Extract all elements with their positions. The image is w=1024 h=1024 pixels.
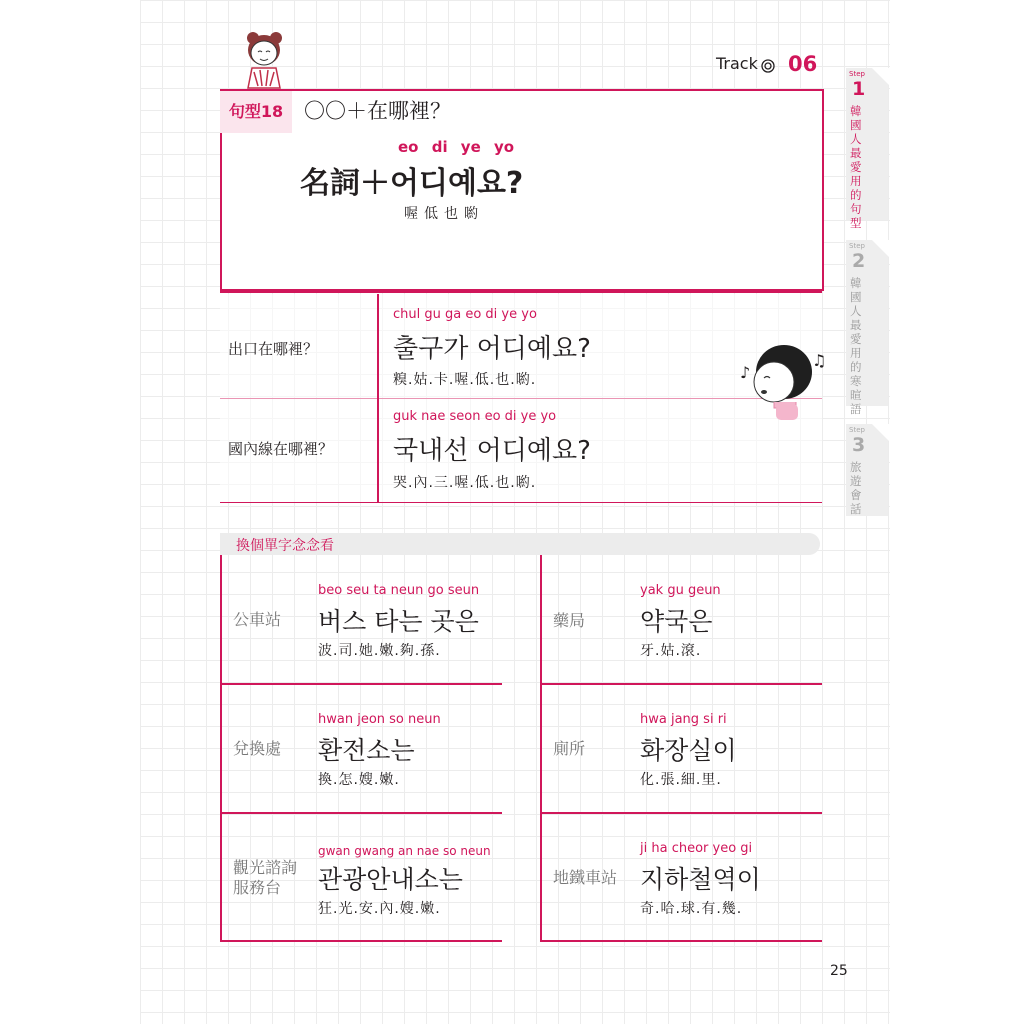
vocab-chinese: 觀光諮詢服務台: [233, 858, 298, 897]
example-romanization: chul gu ga eo di ye yo: [393, 307, 537, 322]
step-number: 2: [852, 250, 866, 272]
vocab-grid-line: [540, 940, 822, 942]
vocab-korean: 관광안내소는: [318, 865, 463, 894]
step-title: 韓國人最愛用的句型: [850, 104, 862, 230]
vocab-korean: 환전소는: [318, 736, 415, 765]
vocab-transliteration: 化.張.細.里.: [640, 772, 722, 788]
vocab-romanization: yak gu geun: [640, 583, 721, 598]
vocab-korean: 화장실이: [640, 736, 737, 765]
vocab-transliteration: 奇.哈.球.有.幾.: [640, 901, 743, 917]
vocab-korean: 약국은: [640, 607, 713, 636]
tab-fold: [872, 68, 890, 86]
track-audio-icon: [761, 59, 775, 73]
vocab-transliteration: 換.怎.嫂.嫩.: [318, 772, 400, 788]
step-label: Step: [849, 70, 865, 78]
example-column-divider: [377, 294, 379, 502]
page-number: 25: [830, 963, 848, 979]
pattern-divider: [220, 289, 822, 293]
vocab-romanization: hwa jang si ri: [640, 712, 727, 727]
pattern-transliteration: 喔低也喲: [404, 206, 484, 222]
vocab-grid-line: [220, 812, 502, 814]
vocab-romanization: ji ha cheor yeo gi: [640, 841, 753, 856]
step-title: 旅遊會話: [850, 460, 862, 516]
step-title: 韓國人最愛用的寒暄語: [850, 276, 862, 416]
pattern-title: 〇〇＋在哪裡？: [304, 99, 451, 123]
music-note-icon: ♫: [812, 351, 827, 370]
example-korean: 국내선 어디예요?: [393, 436, 591, 466]
pattern-korean: 名詞＋어디예요?: [300, 166, 524, 201]
track-number: 06: [788, 52, 818, 76]
vocab-section-title: 換個單字念念看: [236, 538, 334, 554]
music-note-icon: ♪: [740, 363, 751, 382]
example-korean: 출구가 어디예요?: [393, 334, 591, 364]
girl-singing-illustration: [738, 342, 830, 422]
track-label: Track: [716, 54, 758, 73]
vocab-transliteration: 波.司.她.嫩.夠.孫.: [318, 643, 441, 659]
vocab-grid-line: [540, 683, 822, 685]
step-number: 3: [852, 434, 866, 456]
vocab-grid-line: [220, 555, 222, 942]
vocab-grid-line: [540, 812, 822, 814]
vocab-chinese: 地鐵車站: [553, 868, 618, 887]
tab-fold: [872, 424, 890, 442]
vocab-grid-line: [220, 940, 502, 942]
example-transliteration: 哭.內.三.喔.低.也.喲.: [393, 475, 537, 491]
vocab-chinese: 廁所: [553, 739, 586, 758]
example-transliteration: 糗.姑.卡.喔.低.也.喲.: [393, 372, 537, 388]
step-label: Step: [849, 242, 865, 250]
pattern-romanization: eo di ye yo: [398, 138, 515, 156]
vocab-chinese: 藥局: [553, 611, 586, 630]
vocab-romanization: hwan jeon so neun: [318, 712, 441, 727]
vocab-korean: 지하철역이: [640, 865, 761, 894]
vocab-grid-line: [540, 555, 542, 942]
vocab-transliteration: 牙.姑.滾.: [640, 643, 702, 659]
pattern-tag: 句型18: [220, 91, 292, 133]
vocab-grid-line: [220, 683, 502, 685]
step-number: 1: [852, 78, 866, 100]
vocab-romanization: beo seu ta neun go seun: [318, 583, 480, 598]
vocab-chinese: 公車站: [233, 610, 282, 629]
vocab-korean: 버스 타는 곳은: [318, 607, 479, 636]
example-romanization: guk nae seon eo di ye yo: [393, 409, 557, 424]
vocab-chinese: 兌換處: [233, 739, 282, 758]
vocab-transliteration: 狂.光.安.內.嫂.嫩.: [318, 901, 441, 917]
vocab-romanization: gwan gwang an nae so neun: [318, 844, 491, 858]
example-chinese: 出口在哪裡？: [228, 340, 319, 358]
step-label: Step: [849, 426, 865, 434]
example-chinese: 國內線在哪裡？: [228, 440, 334, 458]
girl-waving-illustration: [238, 28, 290, 90]
tab-fold: [872, 240, 890, 258]
